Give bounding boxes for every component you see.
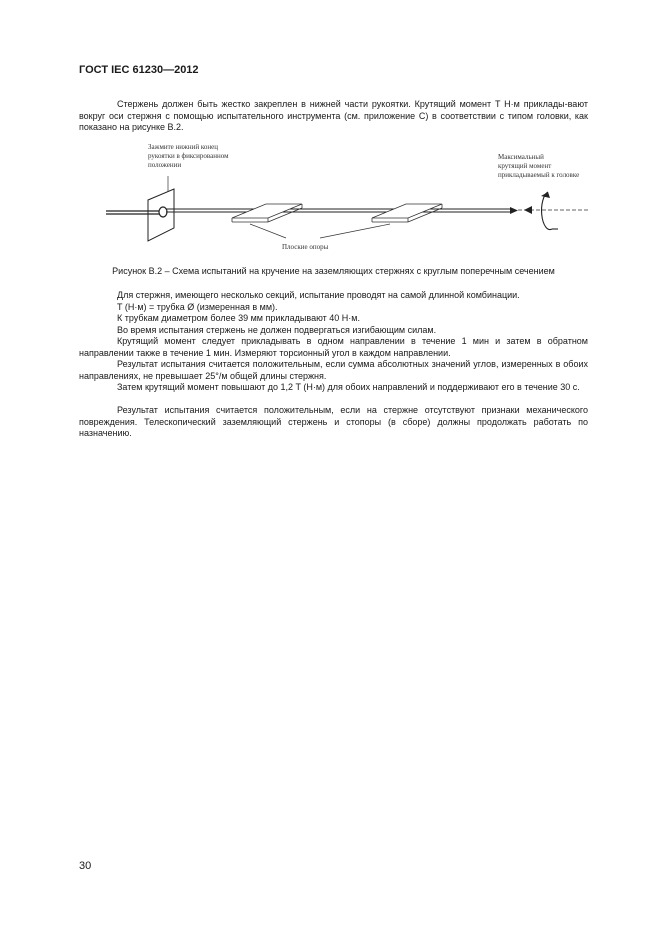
paragraph-7: Затем крутящий момент повышают до 1,2 T (Н·м) для обоих направлений и поддерживают его в течение 30 с. [117,382,580,392]
torque-label: Максимальный крутящий момент прикладываемый к головке [498,153,580,179]
clamp-label: Зажмите нижний конец рукоятки в фиксированном положении [148,143,229,169]
figure-caption: Рисунок В.2 – Схема испытаний на кручение на заземляющих стержнях с круглым поперечным сечением [112,266,555,276]
clamp-ring [159,207,167,217]
torque-arrowhead [541,192,550,198]
paragraph-3: К трубкам диаметром более 39 мм прикладывают 40 Н·м. [117,313,360,323]
rod-tip [510,207,518,214]
flat-support-2 [372,204,442,218]
document-header: ГОСТ IEC 61230—2012 [79,64,199,76]
torque-rotation-arc [542,192,552,230]
paragraph-6: Результат испытания считается положительным, если сумма абсолютных значений углов, измеренных в обоих направлениях, не превышает 25°/м общей длины стержня. [79,359,588,381]
paragraph-5: Крутящий момент следует прикладывать в одном направлении в течение 1 мин и затем в обратном направлении также в течение 1 мин. Измеряют торсионный угол в каждом направлении. [79,336,588,358]
flat-support-1 [232,204,302,218]
paragraph-2: T (Н·м) = трубка Ø (измеренная в мм). [117,302,278,312]
intro-paragraph: Стержень должен быть жестко закреплен в нижней части рукоятки. Крутящий момент T Н·м приклады-вают вокруг оси стержня с помощью испытательного инструмента (см. приложение С) в соответствии с типом головки, как показано на рисунке В.2. [79,99,588,132]
torque-direction-arrow [524,206,532,214]
support-leader-2 [320,224,390,238]
paragraph-4: Во время испытания стержень не должен подвергаться изгибающим силам. [117,325,437,335]
paragraph-8: Результат испытания считается положительным, если на стержне отсутствуют признаки механического повреждения. Телескопический заземляющий стержень и стопоры (в сборе) должны продолжать работать по назначению. [79,405,588,438]
paragraph-1: Для стержня, имеющего несколько секций, испытание проводят на самой длинной комбинации. [117,290,520,300]
figure-torsion-test [100,140,600,265]
supports-label: Плоские опоры [282,243,329,251]
support-leader-1 [250,224,286,238]
page-number: 30 [79,860,92,872]
